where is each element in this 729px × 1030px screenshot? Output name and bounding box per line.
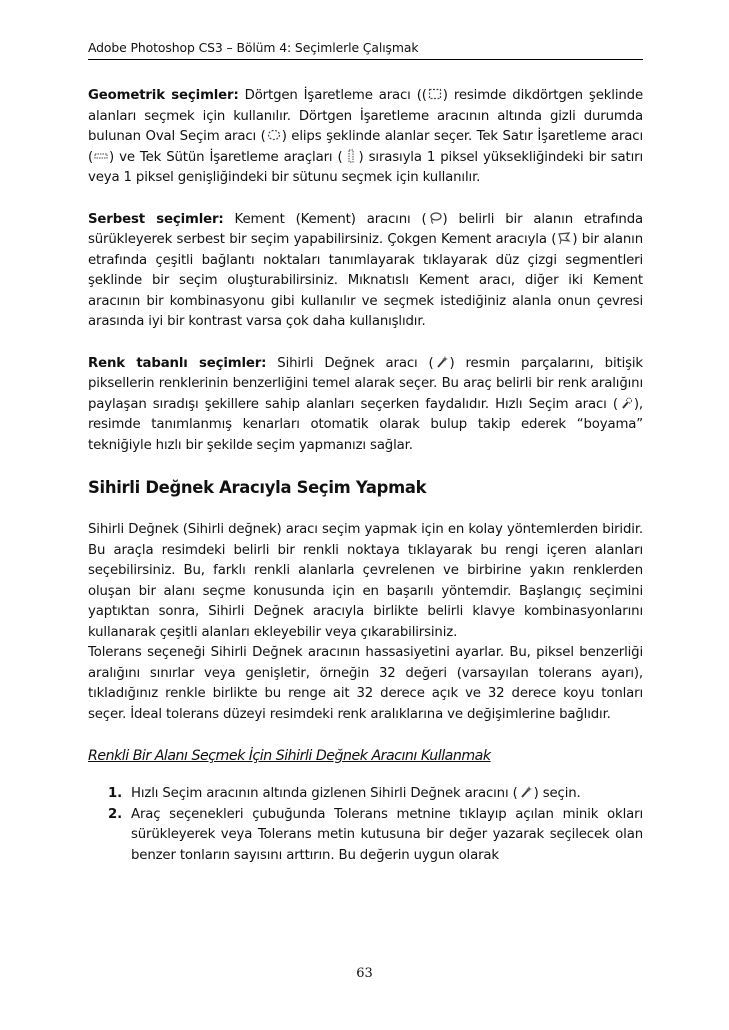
text-run: Kement (Kement) aracını ( xyxy=(223,211,427,227)
paragraph-freeform-selections xyxy=(88,210,643,333)
text-run: ) ve Tek Sütün İşaretleme araçları ( xyxy=(109,149,343,165)
polygonal-lasso-icon xyxy=(557,231,571,245)
running-header: Adobe Photoshop CS3 – Bölüm 4: Seçimlerle Çalışmak xyxy=(88,40,643,60)
paragraph-magic-wand-intro: Sihirli Değnek (Sihirli değnek) aracı seçim yapmak için en kolay yöntemlerden biridir. Bu araçla resimdeki belirli bir renkli noktaya tıklayarak bu rengi içeren alanları seçebilirsiniz. Bu, farklı renkli alanlarla çevrelenen ve birbirine yakın renklerden oluşan bir alanı seçme konusunda için en başarılı yöntemdir. Başlangıç seçimini yaptıktan sonra, Sihirli Değnek aracıyla birlikte belirli klavye kombinasyonlarını kullanarak çeşitli alanları ekleyebilir veya çıkarabilirsiniz. xyxy=(88,522,643,640)
text-run: ) bir alanın etrafında çeşitli bağlantı noktaları tanımlayarak tıklayarak düz çizgi segmentleri şeklinde bir seçim oluşturabilirsiniz. Mıknatıslı Kement aracı, diğer iki Kement aracının bir kombinasyonu gibi kullanılır ve seçmek istediğiniz alanla onun çevresi arasında iyi bir kontrast varsa çok daha kullanışlıdır. xyxy=(88,232,643,329)
text-run: Sihirli Değnek aracı ( xyxy=(266,355,434,371)
magic-wand-icon xyxy=(519,785,533,799)
text-run: ) sırasıyla 1 piksel yüksekliğindeki bir satırı veya 1 piksel genişliğindeki bir sütunu seçmek için kullanılır. xyxy=(88,149,644,185)
paragraph-geometric-selections xyxy=(88,86,643,189)
steps-list xyxy=(88,784,643,866)
text-run: ) belirli bir alanın etrafında sürükleyerek serbest bir seçim yapabilirsiniz. Çokgen Kement aracıyla ( xyxy=(88,211,643,247)
page-number: 63 xyxy=(356,966,373,981)
elliptical-marquee-icon xyxy=(267,128,281,142)
step-number: 2. xyxy=(108,806,123,822)
magic-wand-icon xyxy=(435,355,449,369)
term-freeform: Serbest seçimler: xyxy=(88,211,224,227)
text-run: ) resimde dikdörtgen şeklinde alanları seçmek için kullanılır. Dörtgen İşaretleme aracının altında gizli durumda bulunan Oval Seçim aracı ( xyxy=(88,88,643,144)
quick-selection-icon xyxy=(619,396,633,410)
text-run: Hızlı Seçim aracının altında gizlenen Sihirli Değnek aracını ( xyxy=(131,786,518,801)
lasso-icon xyxy=(428,211,442,225)
page-content xyxy=(88,86,643,866)
text-run: ) elips şeklinde alanlar seçer. Tek Satır İşaretleme aracı ( xyxy=(88,129,643,165)
paragraph-tolerance: Tolerans seçeneği Sihirli Değnek aracının hassasiyetini ayarlar. Bu, piksel benzerliği aralığını sınırlar veya genişletir, örneğin 32 değeri (varsayılan tolerans ayarı), tıkladığınız renkle birlikte bu renge ait 32 derece açık ve 32 derece koyu tonları seçer. İdeal tolerans düzeyi resimdeki renk aralıklarına ve değişimlerine bağlıdır. xyxy=(88,645,643,722)
list-item xyxy=(88,784,643,805)
step-number: 1. xyxy=(108,786,123,801)
text-run: Araç seçenekleri çubuğunda Tolerans metnine tıklayıp açılan minik okları sürükleyerek veya Tolerans metin kutusuna bir değer yazarak seçilecek olan benzer tonların sayısını arttırın. Bu değerin uygun olarak xyxy=(131,806,643,863)
single-column-marquee-icon xyxy=(344,149,358,163)
subsection-heading: Renkli Bir Alanı Seçmek İçin Sihirli Değnek Aracını Kullanmak xyxy=(88,748,491,764)
list-item xyxy=(88,805,643,867)
rectangular-marquee-icon xyxy=(428,87,442,101)
paragraph-color-selections xyxy=(88,354,643,457)
term-color: Renk tabanlı seçimler: xyxy=(88,355,267,371)
text-run: ) resmin parçalarını, bitişik piksellerin renklerinin benzerliğini temel alarak seçer. Bu araç belirli bir renk aralığını paylaşan sıradışı şekillere sahip alanları seçerken faydalıdır. Hızlı Seçim aracı ( xyxy=(88,355,643,412)
section-heading: Sihirli Değnek Aracıyla Seçim Yapmak xyxy=(88,478,427,497)
single-row-marquee-icon xyxy=(94,149,108,163)
text-run: ), resimde tanımlanmış kenarları otomatik olarak bulup takip ederek “boyama” tekniğiyle hızlı bir şekilde seçim yapmanızı sağlar. xyxy=(88,396,643,453)
text-run: Dörtgen İşaretleme aracı (( xyxy=(238,88,427,103)
term-geometric: Geometrik seçimler: xyxy=(88,88,239,103)
text-run: ) seçin. xyxy=(533,786,581,801)
